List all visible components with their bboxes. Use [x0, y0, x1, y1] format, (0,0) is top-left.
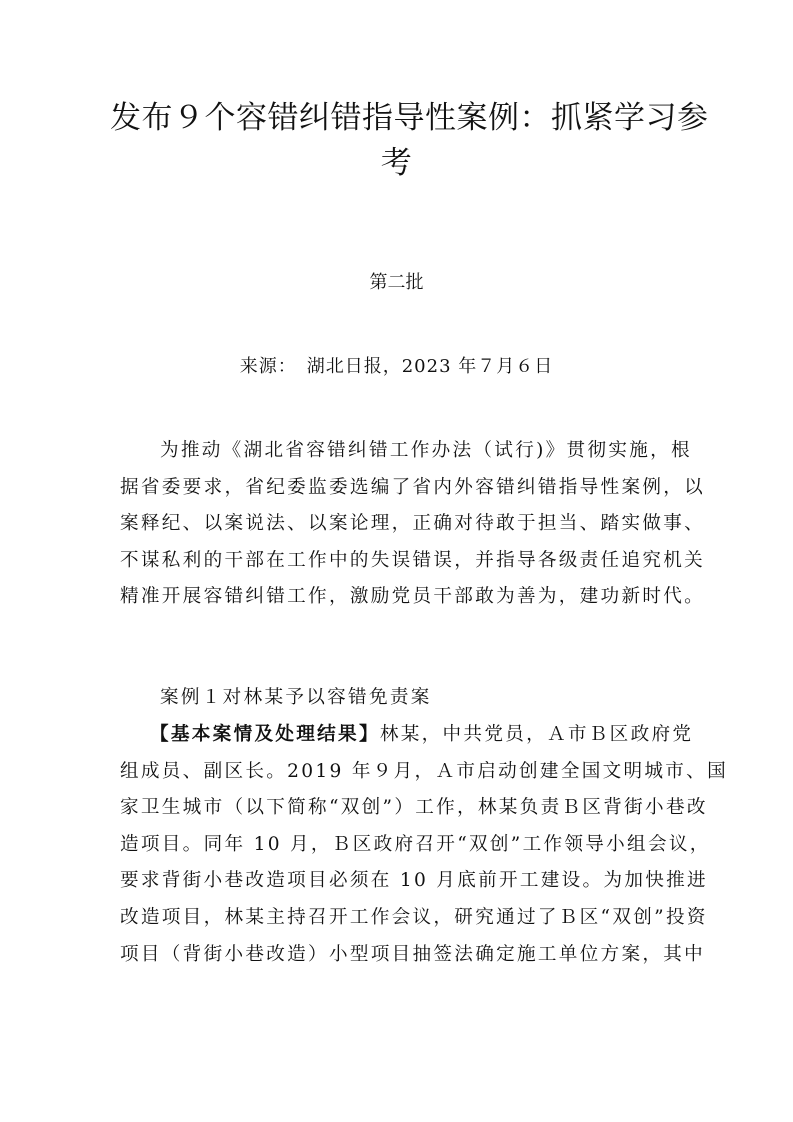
title-line-2: 考: [380, 145, 413, 181]
intro-line: 精准开展容错纠错工作，激励党员干部敢为善为，建功新时代。: [120, 586, 706, 608]
title-line-1: 发布９个容错纠错指导性案例：抓紧学习参: [110, 100, 709, 136]
case-line: 造项目。同年 10 月，Ｂ区政府召开“双创”工作领导小组会议，: [120, 833, 711, 855]
document-subtitle: 第二批: [369, 272, 424, 293]
case-line-text: 林某，中共党员，Ａ市Ｂ区政府党: [379, 724, 694, 745]
document-title: [110, 96, 709, 186]
intro-line: 据省委要求，省纪委监委选编了省内外容错纠错指导性案例，以: [120, 476, 706, 498]
source-line: 来源： 湖北日报，2023 年７月６日: [239, 356, 554, 377]
intro-line: 案释纪、以案说法、以案论理，正确对待敢于担当、踏实做事、: [120, 513, 706, 535]
intro-paragraph: [120, 433, 706, 616]
intro-line: 为推动《湖北省容错纠错工作办法（试行)》贯彻实施，根: [160, 440, 692, 461]
case-line: 项目（背街小巷改造）小型项目抽签法确定施工单位方案，其中: [120, 943, 706, 965]
case-1-heading: [120, 680, 682, 717]
case-line: 家卫生城市（以下简称“双创”）工作，林某负责Ｂ区背街小巷改: [120, 797, 708, 819]
case-line: 改造项目，林某主持召开工作会议，研究通过了Ｂ区“双创”投资: [120, 906, 708, 928]
case-line: 要求背街小巷改造项目必须在 10 月底前开工建设。为加快推进: [120, 870, 708, 892]
case-1-paragraph: [120, 717, 728, 973]
case-heading-text: 案例１对林某予以容错免责案: [160, 687, 432, 708]
case-line: [120, 717, 694, 754]
case-line: 组成员、副区长。2019 年９月，Ａ市启动创建全国文明城市、国: [120, 760, 728, 782]
section-label: 【基本案情及处理结果】: [150, 724, 380, 745]
intro-line: 不谋私利的干部在工作中的失误错误，并指导各级责任追究机关: [120, 549, 706, 571]
